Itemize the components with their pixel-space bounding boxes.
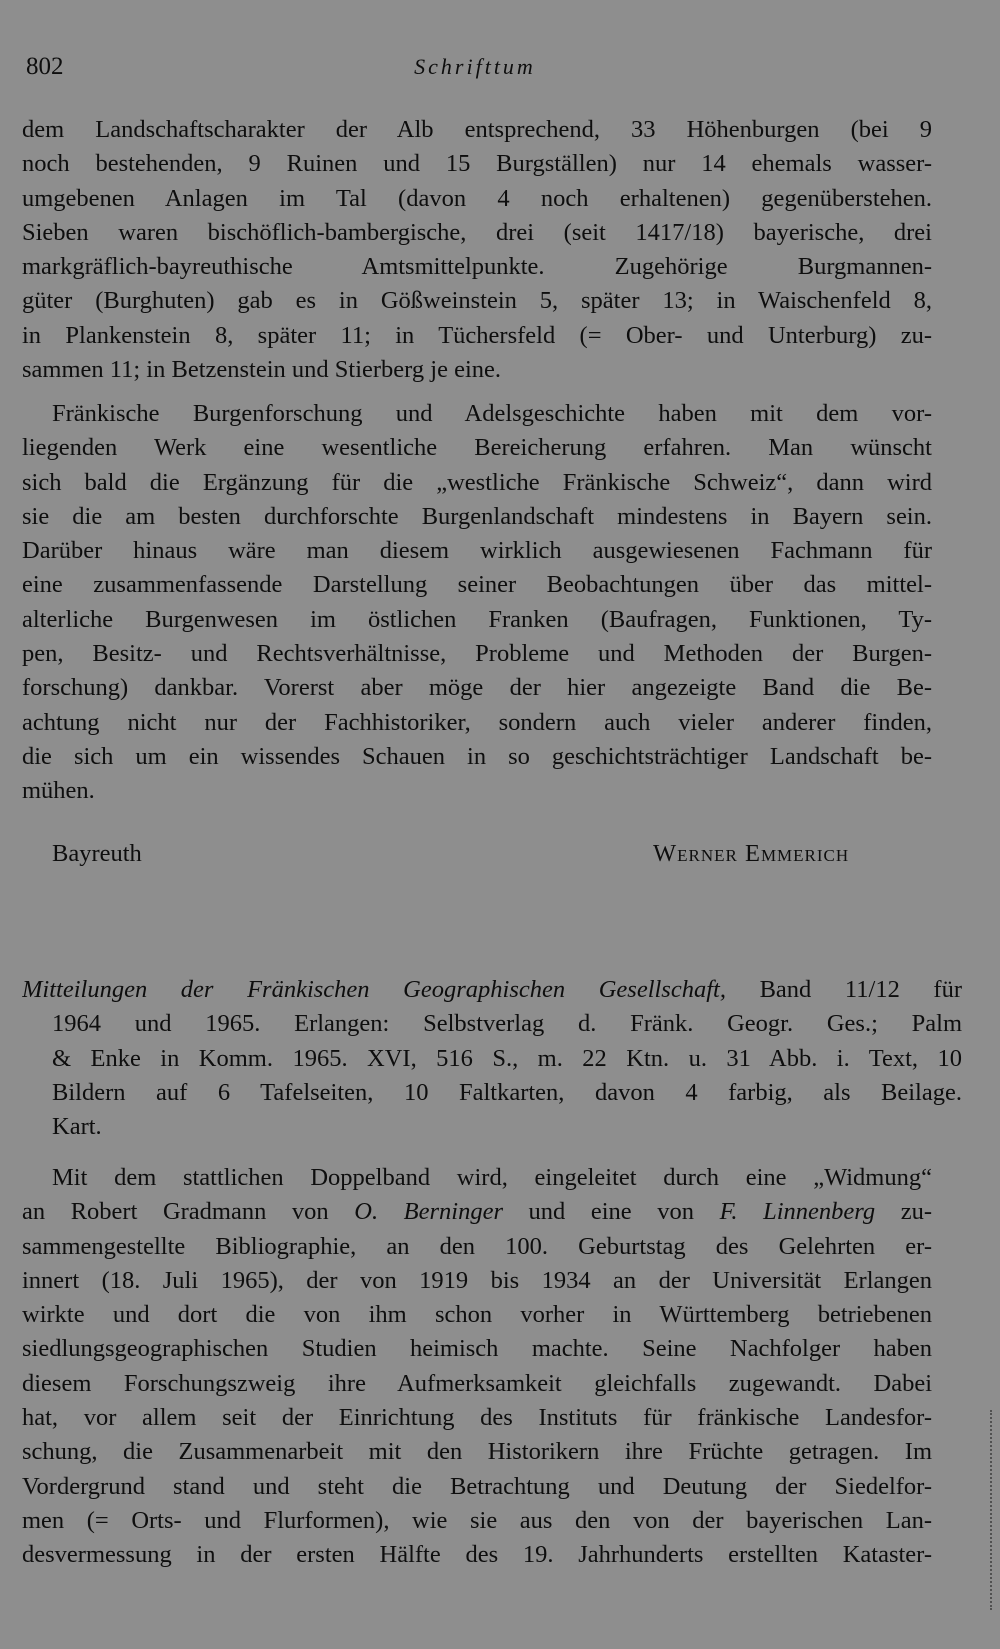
text-fragment: an Robert Gradmann von — [22, 1198, 355, 1226]
scan-edge-mark — [990, 1410, 994, 1610]
text-fragment: zu- — [875, 1198, 932, 1226]
text-line: in Plankenstein 8, später 11; in Tüchersfeld (= Ober- und Unterburg) zu- — [22, 321, 932, 349]
text-line: hat, vor allem seit der Einrichtung des Instituts für fränkische Landesfor- — [22, 1404, 932, 1432]
text-line: schung, die Zusammenarbeit mit den Historikern ihre Früchte getragen. Im — [22, 1438, 932, 1466]
review1-paragraph1 — [22, 113, 932, 387]
text-line: noch bestehenden, 9 Ruinen und 15 Burgställen) nur 14 ehemals wasser- — [22, 150, 932, 178]
review2-citation — [22, 973, 962, 1144]
text-line: Kart. — [52, 1113, 102, 1141]
text-line: pen, Besitz- und Rechtsverhältnisse, Probleme und Methoden der Burgen- — [22, 640, 932, 668]
text-line: innert (18. Juli 1965), der von 1919 bis 1934 an der Universität Erlangen — [22, 1266, 932, 1294]
text-line: eine zusammenfassende Darstellung seiner Beobachtungen über das mittel- — [22, 571, 932, 599]
text-line: mühen. — [22, 777, 95, 805]
text-line: Vordergrund stand und steht die Betrachtung und Deutung der Siedelfor- — [22, 1472, 932, 1500]
text-line: dem Landschaftscharakter der Alb entsprechend, 33 Höhenburgen (bei 9 — [22, 116, 932, 143]
text-line: Darüber hinaus wäre man diesem wirklich ausgewiesenen Fachmann für — [22, 537, 932, 565]
author-name: O. Berninger — [354, 1198, 503, 1226]
text-line: die sich um ein wissendes Schauen in so geschichtsträchtiger Landschaft be- — [22, 742, 932, 770]
text-line: achtung nicht nur der Fachhistoriker, sondern auch vieler anderer finden, — [22, 708, 932, 736]
text-line: sammengestellte Bibliographie, an den 100. Geburtstag des Gelehrten er- — [22, 1232, 932, 1260]
text-line: liegenden Werk eine wesentliche Bereicherung erfahren. Man wünscht — [22, 434, 932, 462]
signature-name: Werner Emmerich — [653, 840, 850, 867]
review2-paragraph1 — [22, 1161, 932, 1573]
text-line: sammen 11; in Betzenstein und Stierberg je eine. — [22, 356, 501, 384]
text-line: Sieben waren bischöflich-bambergische, drei (seit 1417/18) bayerische, drei — [22, 218, 932, 246]
text-line: sie die am besten durchforschte Burgenlandschaft mindestens in Bayern sein. — [22, 502, 932, 530]
text-line: sich bald die Ergänzung für die „westliche Fränkische Schweiz“, dann wird — [22, 468, 932, 496]
text-line: diesem Forschungszweig ihre Aufmerksamkeit gleichfalls zugewandt. Dabei — [22, 1369, 932, 1397]
text-line: wirkte und dort die von ihm schon vorher in Württemberg betriebenen — [22, 1301, 932, 1329]
review1-paragraph2 — [22, 397, 932, 809]
text-line: men (= Orts- und Flurformen), wie sie aus den von der bayerischen Lan- — [22, 1506, 932, 1534]
citation-title: Mitteilungen der Fränkischen Geographischen Gesellschaft, — [22, 976, 726, 1003]
text-line: 1964 und 1965. Erlangen: Selbstverlag d. Fränk. Geogr. Ges.; Palm — [52, 1010, 962, 1038]
author-name: F. Linnenberg — [719, 1198, 876, 1226]
running-head: Schrifttum — [414, 54, 536, 79]
text-line: markgräflich-bayreuthische Amtsmittelpunkte. Zugehörige Burgmannen- — [22, 253, 932, 281]
page-number: 802 — [26, 53, 64, 80]
text-line: & Enke in Komm. 1965. XVI, 516 S., m. 22 Ktn. u. 31 Abb. i. Text, 10 — [52, 1044, 962, 1072]
text-fragment: und eine von — [502, 1198, 720, 1226]
text-line-with-authors — [22, 1195, 932, 1229]
text-line: siedlungsgeographischen Studien heimisch machte. Seine Nachfolger haben — [22, 1335, 932, 1363]
text-line: umgebenen Anlagen im Tal (davon 4 noch erhaltenen) gegenüberstehen. — [22, 184, 932, 212]
text-line: Mit dem stattlichen Doppelband wird, eingeleitet durch eine „Widmung“ — [52, 1164, 932, 1191]
text-line: alterliche Burgenwesen im östlichen Franken (Baufragen, Funktionen, Ty- — [22, 605, 932, 633]
signature-place: Bayreuth — [52, 840, 142, 867]
citation-volume: Band 11/12 für — [725, 976, 962, 1003]
text-line: Fränkische Burgenforschung und Adelsgeschichte haben mit dem vor- — [52, 400, 932, 427]
text-line: güter (Burghuten) gab es in Gößweinstein 5, später 13; in Waischenfeld 8, — [22, 287, 932, 315]
citation-first-line — [22, 973, 962, 1007]
text-line: Bildern auf 6 Tafelseiten, 10 Faltkarten, davon 4 farbig, als Beilage. — [52, 1078, 962, 1106]
text-line: forschung) dankbar. Vorerst aber möge der hier angezeigte Band die Be- — [22, 674, 932, 702]
text-line: desvermessung in der ersten Hälfte des 19. Jahrhunderts erstellten Kataster- — [22, 1541, 932, 1569]
